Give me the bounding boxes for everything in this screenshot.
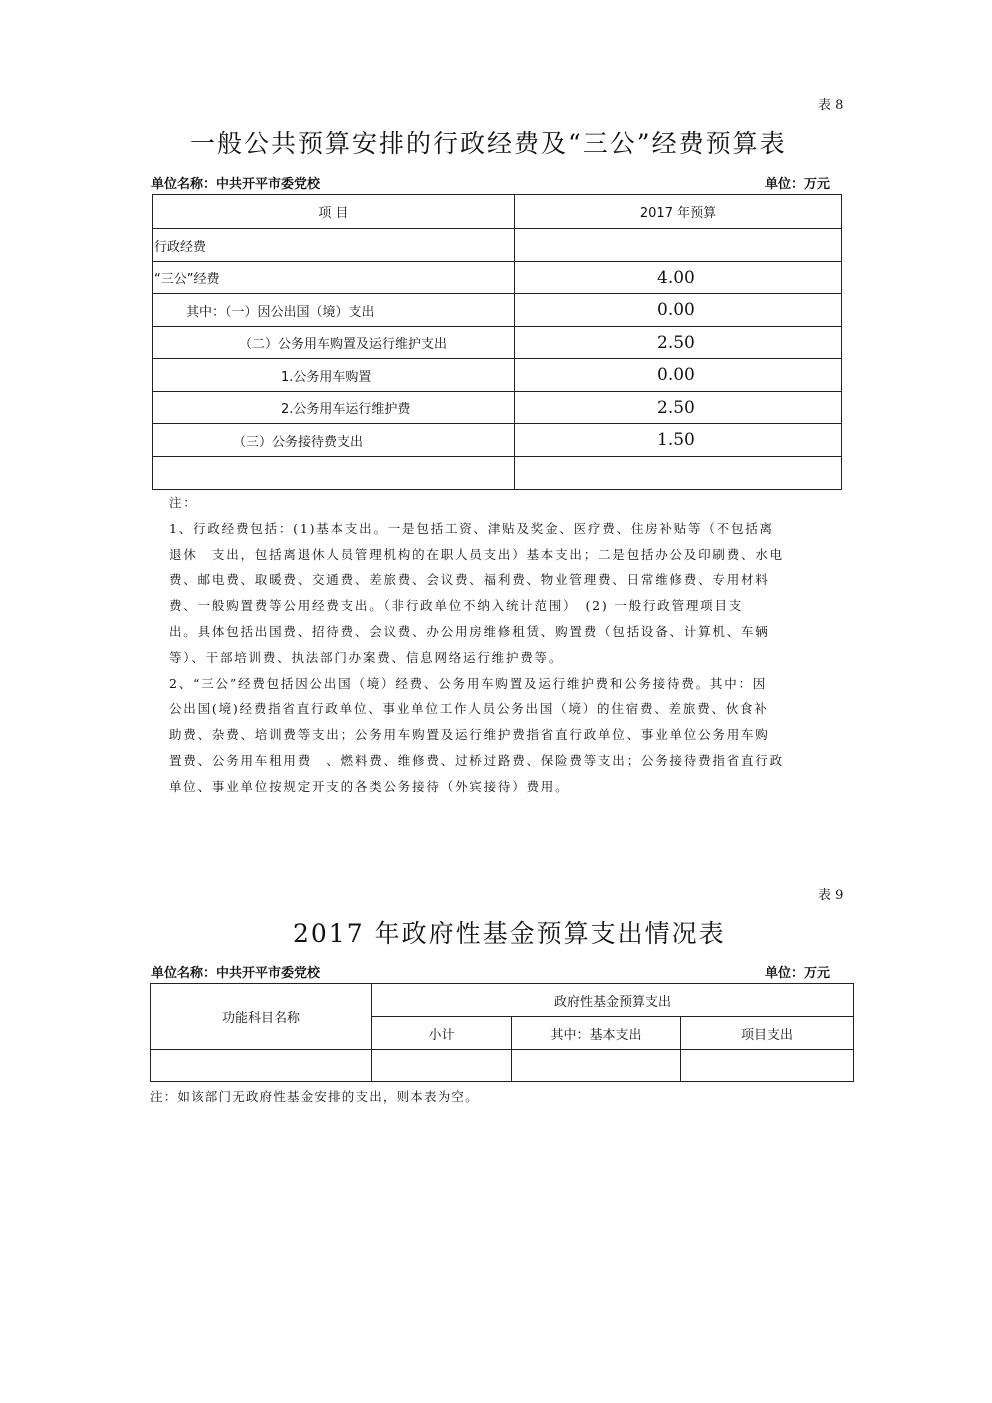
empty-cell xyxy=(512,1050,681,1082)
header-subject: 功能科目名称 xyxy=(151,984,372,1050)
table-9-unit-name: 单位名称：中共开平市委党校 xyxy=(151,966,321,981)
table-row xyxy=(153,359,842,392)
header-budget: 2017 年预算 xyxy=(515,195,842,229)
table-row xyxy=(153,424,842,457)
notes-line: 单位、事业单位按规定开支的各类公务接待（外宾接待）费用。 xyxy=(169,778,570,794)
table-9-number: 表 9 xyxy=(818,888,844,903)
table-8-unit: 单位：万元 xyxy=(765,177,831,192)
notes-line: 退休 支出，包括离退休人员管理机构的在职人员支出）基本支出；二是包括办公及印刷费、水电 xyxy=(169,546,784,562)
notes-line: 1、行政经费包括：(1)基本支出。一是包括工资、津贴及奖金、医疗费、住房补贴等（不包括离 xyxy=(169,520,774,536)
table-8-unit-name: 单位名称：中共开平市委党校 xyxy=(151,177,321,192)
row-value: 2.50 xyxy=(515,392,842,424)
row-value xyxy=(515,229,842,262)
table-row xyxy=(151,1050,854,1082)
notes-line: 公出国(境)经费指省直行政单位、事业单位工作人员公务出国（境）的住宿费、差旅费、伙食补 xyxy=(169,701,769,717)
table-row xyxy=(153,392,842,424)
table-9-note: 注：如该部门无政府性基金安排的支出，则本表为空。 xyxy=(150,1089,479,1104)
notes-line: 等）、干部培训费、执法部门办案费、信息网络运行维护费等。 xyxy=(169,649,564,665)
empty-cell xyxy=(372,1050,512,1082)
header-basic: 其中：基本支出 xyxy=(512,1017,681,1050)
table-8-notes xyxy=(169,490,839,800)
row-name xyxy=(153,457,515,490)
empty-cell xyxy=(151,1050,372,1082)
table-8-title: 一般公共预算安排的行政经费及“三公”经费预算表 xyxy=(190,129,787,158)
notes-line: 出。具体包括出国费、招待费、会议费、办公用房维修租赁、购置费（包括设备、计算机、车辆 xyxy=(169,623,770,639)
table-8-number: 表 8 xyxy=(818,98,844,113)
header-project: 项目支出 xyxy=(681,1017,854,1050)
row-name: 1.公务用车购置 xyxy=(153,359,515,392)
row-name: 其中：（一）因公出国（境）支出 xyxy=(153,294,515,327)
row-name: （二）公务用车购置及运行维护支出 xyxy=(153,327,515,359)
row-value: 0.00 xyxy=(515,359,842,392)
empty-cell xyxy=(681,1050,854,1082)
table-row xyxy=(153,294,842,327)
notes-line: 助费、杂费、培训费等支出；公务用车购置及运行维护费指省直行政单位、事业单位公务用车购 xyxy=(169,727,770,743)
row-name: 2.公务用车运行维护费 xyxy=(153,392,515,424)
government-fund-budget-table xyxy=(150,983,854,1082)
table-9-title: 2017 年政府性基金预算支出情况表 xyxy=(293,919,726,948)
row-value: 4.00 xyxy=(515,262,842,294)
row-name: 行政经费 xyxy=(153,229,515,262)
table-9-unit: 单位：万元 xyxy=(765,966,831,981)
header-subtotal: 小计 xyxy=(372,1017,512,1050)
row-value: 2.50 xyxy=(515,327,842,359)
notes-line: 置费、公务用车租用费 、燃料费、维修费、过桥过路费、保险费等支出；公务接待费指省直行政 xyxy=(169,752,784,768)
notes-line: 2、“三公”经费包括因公出国（境）经费、公务用车购置及运行维护费和公务接待费。其中：因 xyxy=(169,675,768,691)
table-row xyxy=(153,327,842,359)
row-value: 1.50 xyxy=(515,424,842,457)
row-value: 0.00 xyxy=(515,294,842,327)
header-group: 政府性基金预算支出 xyxy=(372,984,854,1017)
administrative-and-three-public-budget-table xyxy=(152,194,842,490)
table-row xyxy=(153,262,842,294)
header-item: 项 目 xyxy=(153,195,515,229)
table-row xyxy=(153,229,842,262)
notes-line: 费、邮电费、取暖费、交通费、差旅费、会议费、福利费、物业管理费、日常维修费、专用材料 xyxy=(169,572,770,588)
row-value xyxy=(515,457,842,490)
row-name: “三公”经费 xyxy=(153,262,515,294)
table-header-row xyxy=(151,984,854,1017)
notes-line: 费、一般购置费等公用经费支出。（非行政单位不纳入统计范围） (2) 一般行政管理项目支 xyxy=(169,598,744,614)
table-header-row xyxy=(153,195,842,229)
notes-heading: 注： xyxy=(169,495,198,510)
table-row xyxy=(153,457,842,490)
row-name: （三）公务接待费支出 xyxy=(153,424,515,457)
